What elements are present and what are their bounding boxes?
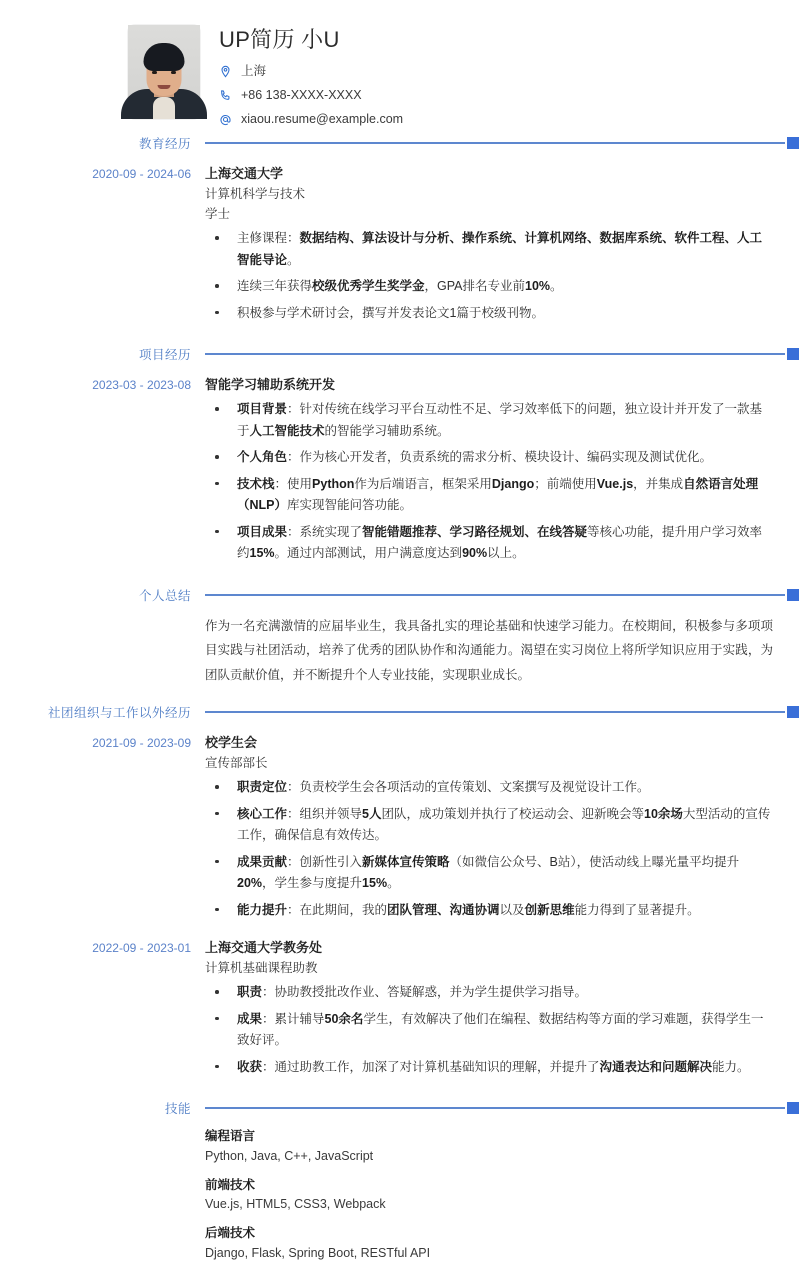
bullet-item: 个人角色：作为核心开发者，负责系统的需求分析、模块设计、编码实现及测试优化。 xyxy=(205,447,773,469)
section-label-summary: 个人总结 xyxy=(138,588,191,603)
photo-eye-right xyxy=(171,71,176,74)
skills-list xyxy=(205,1127,799,1273)
contact-location-value: 上海 xyxy=(241,64,267,79)
entry-date: 2022-09 - 2023-01 xyxy=(92,941,191,956)
project-entry xyxy=(0,375,799,570)
bullet-item: 能力提升：在此期间，我的团队管理、沟通协调以及创新思维能力得到了显著提升。 xyxy=(205,900,773,922)
skill-group-name: 编程语言 xyxy=(205,1129,256,1144)
entry-body xyxy=(205,733,799,926)
photo-shirt xyxy=(153,97,175,119)
summary-text: 作为一名充满激情的应届毕业生，我具备扎实的理论基础和快速学习能力。在校期间，积极参与多项项目实践与社团活动，培养了优秀的团队协作和沟通能力。渴望在实习岗位上将所学知识应用于实践，为团队贡献价值，并不断提升个人专业技能，实现职业成长。 xyxy=(205,618,773,682)
entry-date: 2021-09 - 2023-09 xyxy=(92,735,191,750)
header-info xyxy=(219,25,403,134)
summary-block xyxy=(0,614,799,687)
section-divider xyxy=(205,594,785,596)
entry-date: 2023-03 - 2023-08 xyxy=(92,378,191,393)
skill-group-items: Python, Java, C++, JavaScript xyxy=(205,1148,374,1163)
section-end-cap xyxy=(787,348,799,360)
bullet-item: 项目背景：针对传统在线学习平台互动性不足、学习效率低下的问题，独立设计并开发了一款基于人工智能技术的智能学习辅助系统。 xyxy=(205,399,773,442)
candidate-name: UP简历 小U xyxy=(219,27,340,52)
entry-degree: 学士 xyxy=(205,207,231,222)
bullet-item: 职责定位：负责校学生会各项活动的宣传策划、文案撰写及视觉设计工作。 xyxy=(205,777,773,799)
section-header-projects xyxy=(0,345,799,363)
section-label-education: 教育经历 xyxy=(138,137,191,151)
section-header-education xyxy=(0,134,799,152)
skill-group-name: 前端技术 xyxy=(205,1177,256,1192)
section-divider xyxy=(205,1107,785,1109)
section-end-cap xyxy=(787,589,799,601)
email-at-icon xyxy=(219,113,232,126)
entry-bullet-list xyxy=(205,982,773,1078)
bullet-item: 连续三年获得校级优秀学生奖学金，GPA排名专业前10%。 xyxy=(205,276,773,298)
section-header-skills xyxy=(0,1099,799,1117)
entry-role: 宣传部部长 xyxy=(205,756,268,771)
photo-hair xyxy=(144,43,185,71)
section-end-cap xyxy=(787,1102,799,1114)
entry-body xyxy=(205,164,799,329)
photo-eye-left xyxy=(152,71,157,74)
bullet-item: 核心工作：组织并领导5人团队，成功策划并执行了校运动会、迎新晚会等10余场大型活动的宣传工作，确保信息有效传达。 xyxy=(205,804,773,847)
location-pin-icon xyxy=(219,65,232,78)
gutter xyxy=(0,1127,205,1273)
section-label-activities: 社团组织与工作以外经历 xyxy=(47,705,191,720)
skill-group-items: Django, Flask, Spring Boot, RESTful API xyxy=(205,1245,431,1260)
bullet-item: 技术栈：使用Python作为后端语言，框架采用Django；前端使用Vue.js，并集成自然语言处理（NLP）库实现智能问答功能。 xyxy=(205,474,773,517)
section-divider xyxy=(205,142,785,144)
section-divider xyxy=(205,711,785,713)
skill-group xyxy=(205,1176,773,1215)
phone-icon xyxy=(219,89,232,102)
section-end-cap xyxy=(787,706,799,718)
section-label-skills: 技能 xyxy=(164,1102,191,1117)
section-end-cap xyxy=(787,137,799,149)
gutter xyxy=(0,614,205,687)
section-divider xyxy=(205,353,785,355)
photo-mouth xyxy=(158,85,171,89)
contact-email xyxy=(219,110,403,129)
skill-group-items: Vue.js, HTML5, CSS3, Webpack xyxy=(205,1197,386,1212)
entry-bullet-list xyxy=(205,399,773,565)
bullet-item: 成果贡献：创新性引入新媒体宣传策略（如微信公众号、B站），使活动线上曝光量平均提升20%，学生参与度提升15%。 xyxy=(205,852,773,895)
education-entry xyxy=(0,164,799,329)
skills-block xyxy=(0,1127,799,1273)
entry-organization: 校学生会 xyxy=(205,734,258,750)
skill-group xyxy=(205,1127,773,1166)
section-header-summary xyxy=(0,586,799,604)
contact-phone xyxy=(219,86,403,105)
bullet-item: 项目成果：系统实现了智能错题推荐、学习路径规划、在线答疑等核心功能，提升用户学习效率约15%。通过内部测试，用户满意度达到90%以上。 xyxy=(205,522,773,565)
bullet-item: 积极参与学术研讨会，撰写并发表论文1篇于校级刊物。 xyxy=(205,303,773,325)
bullet-item: 成果：累计辅导50余名学生，有效解决了他们在编程、数据结构等方面的学习难题，获得学生一致好评。 xyxy=(205,1009,773,1052)
activity-entry xyxy=(0,733,799,926)
resume-header xyxy=(0,0,799,126)
activity-entry xyxy=(0,938,799,1083)
profile-photo xyxy=(128,25,200,119)
contact-email-value: xiaou.resume@example.com xyxy=(241,111,404,126)
section-header-activities xyxy=(0,703,799,721)
entry-body xyxy=(205,375,799,570)
section-label-projects: 项目经历 xyxy=(138,348,191,363)
entry-bullet-list xyxy=(205,777,773,921)
entry-organization: 上海交通大学教务处 xyxy=(205,940,323,956)
entry-major: 计算机科学与技术 xyxy=(205,187,306,202)
entry-organization: 上海交通大学 xyxy=(205,166,284,181)
entry-date: 2020-09 - 2024-06 xyxy=(92,167,191,181)
entry-role: 计算机基础课程助教 xyxy=(205,961,318,976)
entry-project-title: 智能学习辅助系统开发 xyxy=(205,377,336,393)
contact-phone-value: +86 138-XXXX-XXXX xyxy=(241,88,362,103)
skill-group-name: 后端技术 xyxy=(205,1226,256,1241)
contact-location xyxy=(219,62,403,81)
skill-group xyxy=(205,1224,773,1263)
bullet-item: 主修课程：数据结构、算法设计与分析、操作系统、计算机网络、数据库系统、软件工程、人工智能导论。 xyxy=(205,228,773,271)
entry-bullet-list xyxy=(205,228,773,324)
bullet-item: 收获：通过助教工作，加深了对计算机基础知识的理解，并提升了沟通表达和问题解决能力。 xyxy=(205,1057,773,1079)
bullet-item: 职责：协助教授批改作业、答疑解惑，并为学生提供学习指导。 xyxy=(205,982,773,1004)
entry-body xyxy=(205,938,799,1083)
